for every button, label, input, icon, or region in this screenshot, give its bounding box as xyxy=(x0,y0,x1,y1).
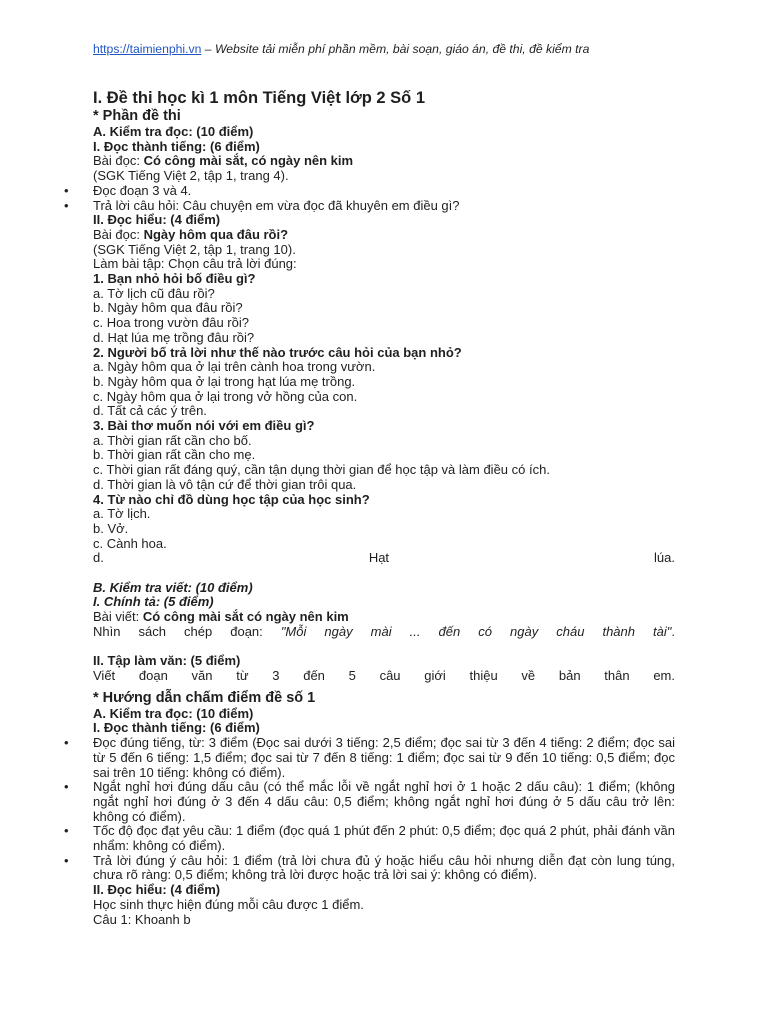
essay-heading: II. Tập làm văn: (5 điểm) xyxy=(93,653,241,669)
list-item: • Trả lời câu hỏi: Câu chuyện em vừa đọc đã khuyên em điều gì? xyxy=(93,199,675,214)
spelling-task-suffix: . xyxy=(671,623,676,639)
option: c. Hoa trong vườn đâu rồi? xyxy=(93,315,249,331)
option: c. Ngày hôm qua ở lại trong vở hồng của con. xyxy=(93,388,358,404)
reading-text-line xyxy=(93,154,675,169)
document-title: I. Đề thi học kì 1 môn Tiếng Việt lớp 2 Số 1 xyxy=(93,89,426,107)
option: a. Ngày hôm qua ở lại trên cành hoa trong vườn. xyxy=(93,359,376,375)
option-word: Hạt xyxy=(368,550,390,566)
grading-comprehension-note: Học sinh thực hiện đúng mỗi câu được 1 điểm. xyxy=(93,896,364,912)
option: c. Thời gian rất đáng quý, cần tận dụng thời gian để học tập và làm điều có ích. xyxy=(93,462,550,478)
spelling-heading: I. Chính tả: (5 điểm) xyxy=(93,594,214,610)
grading-comprehension-heading: II. Đọc hiểu: (4 điểm) xyxy=(93,882,221,898)
header-tagline: – Website tải miễn phí phần mềm, bài soạn, giáo án, đề thi, đề kiểm tra xyxy=(201,42,590,56)
spelling-text-label: Bài viết: xyxy=(93,609,143,625)
answer-1: Câu 1: Khoanh b xyxy=(93,911,191,927)
comprehension-text-title: Ngày hôm qua đâu rồi? xyxy=(143,226,289,242)
option: d. Hạt lúa mẹ trồng đâu rồi? xyxy=(93,329,255,345)
comprehension-text-line xyxy=(93,228,675,243)
website-link[interactable]: https://taimienphi.vn xyxy=(93,42,202,56)
comprehension-instruction: Làm bài tập: Chọn câu trả lời đúng: xyxy=(93,256,297,272)
option: b. Thời gian rất cần cho mẹ. xyxy=(93,447,256,463)
reading-text-label: Bài đọc: xyxy=(93,153,144,169)
option: a. Thời gian rất cần cho bố. xyxy=(93,432,252,448)
option-word: lúa. xyxy=(654,550,675,566)
comprehension-source: (SGK Tiếng Việt 2, tập 1, trang 10). xyxy=(93,241,296,257)
part-a-heading: A. Kiểm tra đọc: (10 điểm) xyxy=(93,124,254,139)
comprehension-text-label: Bài đọc: xyxy=(93,226,144,242)
option: a. Tờ lịch. xyxy=(93,506,151,522)
spelling-task-quote: "Mỗi ngày mài ... đến có ngày cháu thành tài" xyxy=(280,623,672,639)
spelling-text-title: Có công mài sắt có ngày nên kim xyxy=(142,609,349,625)
option: b. Ngày hôm qua đâu rồi? xyxy=(93,300,243,316)
reading-text-title: Có công mài sắt, có ngày nên kim xyxy=(143,153,354,169)
comprehension-heading: II. Đọc hiểu: (4 điểm) xyxy=(93,212,221,228)
list-item: • Đọc đoạn 3 và 4. xyxy=(93,184,675,199)
part-b-heading: B. Kiểm tra viết: (10 điểm) xyxy=(93,579,253,595)
essay-task: Viết đoạn văn từ 3 đến 5 câu giới thiệu về bản thân em. xyxy=(93,667,675,683)
list-item: • Trả lời đúng ý câu hỏi: 1 điểm (trả lời chưa đủ ý hoặc hiểu câu hỏi nhưng diễn đạt còn lung túng, chưa rõ ràng: 0,5 điểm; không trả lời được hoặc trả lời sai ý: không có điểm). xyxy=(93,854,675,883)
option: d. Tất cả các ý trên. xyxy=(93,403,207,419)
spacer xyxy=(93,566,675,581)
question-1: 1. Bạn nhỏ hỏi bố điều gì? xyxy=(93,271,256,287)
question-4: 4. Từ nào chỉ đồ dùng học tập của học sinh? xyxy=(93,491,370,507)
grading-part-a: A. Kiểm tra đọc: (10 điểm) xyxy=(93,705,254,721)
option: b. Ngày hôm qua ở lại trong hạt lúa mẹ trồng. xyxy=(93,373,356,389)
grading-bullets xyxy=(93,736,675,883)
option: a. Tờ lịch cũ đâu rồi? xyxy=(93,285,215,301)
list-item: • Tốc độ đọc đạt yêu cầu: 1 điểm (đọc quá 1 phút đến 2 phút: 0,5 điểm; đọc quá 2 phút, phải đánh vần nhẩm: không có điểm). xyxy=(93,824,675,853)
spelling-task-prefix: Nhìn sách chép đoạn: xyxy=(93,623,281,639)
option: d. Thời gian là vô tận cứ để thời gian trôi qua. xyxy=(93,476,357,492)
spelling-text-line xyxy=(93,610,675,625)
reading-aloud-heading: I. Đọc thành tiếng: (6 điểm) xyxy=(93,138,260,154)
question-2: 2. Người bố trả lời như thế nào trước câu hỏi của bạn nhỏ? xyxy=(93,344,462,360)
question-3: 3. Bài thơ muốn nói với em điều gì? xyxy=(93,418,315,434)
grading-heading: * Hướng dẫn chấm điểm đề số 1 xyxy=(93,689,316,706)
grading-reading-aloud-heading: I. Đọc thành tiếng: (6 điểm) xyxy=(93,720,260,736)
spelling-task xyxy=(93,625,675,640)
option: c. Cành hoa. xyxy=(93,535,167,551)
document-body xyxy=(93,88,675,927)
page-header xyxy=(93,42,693,56)
option: b. Vở. xyxy=(93,520,129,536)
option-justified xyxy=(93,551,675,566)
exam-heading: * Phần đề thi xyxy=(93,108,181,124)
list-item: • Ngắt nghỉ hơi đúng dấu câu (có thể mắc lỗi về ngắt nghỉ hơi ở 1 hoặc 2 dấu câu): 1 điểm; (không ngắt nghỉ hơi đúng ở 3 đến 4 dấu câu: 0,5 điểm; không ngắt nghỉ hơi đúng ở 5 dấu câu trở lên: không có điểm). xyxy=(93,780,675,824)
reading-bullets xyxy=(93,184,675,213)
spacer xyxy=(93,640,675,655)
option-letter: d. xyxy=(93,550,104,566)
reading-source: (SGK Tiếng Việt 2, tập 1, trang 4). xyxy=(93,168,289,184)
list-item: • Đọc đúng tiếng, từ: 3 điểm (Đọc sai dưới 3 tiếng: 2,5 điểm; đọc sai từ 3 đến 4 tiếng: 2 điểm; đọc sai từ 5 đến 6 tiếng: 1,5 điểm; đọc sai từ 7 đến 8 tiếng: 1 điểm; đọc sai từ 9 đến 10 tiếng: 0,5 điểm; đọc sai trên 10 tiếng: không có điểm). xyxy=(93,736,675,780)
